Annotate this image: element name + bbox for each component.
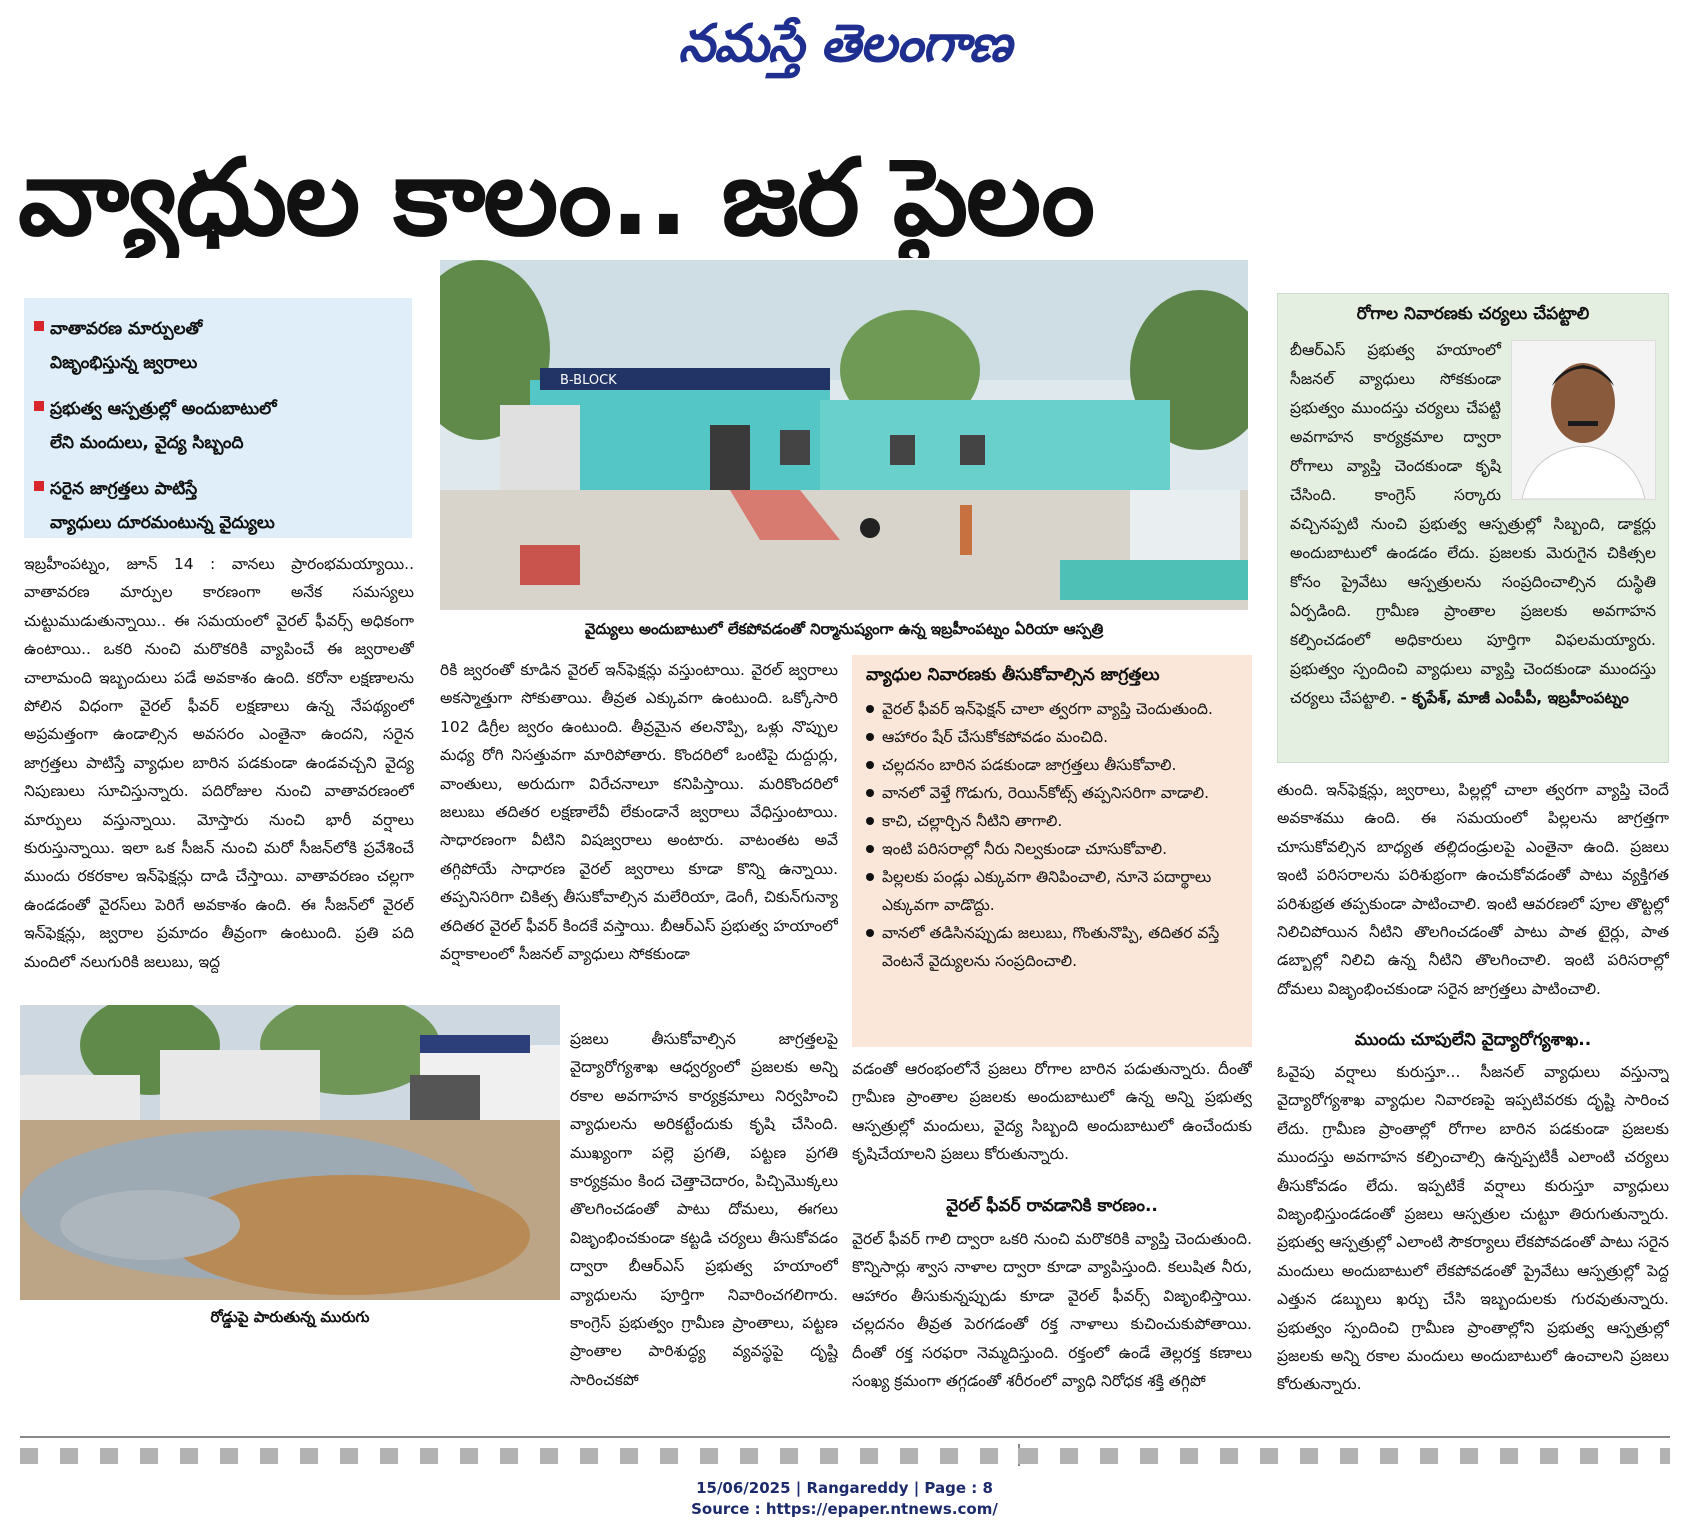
precaution-text: వానలో తడిసినప్పుడు జలుబు, గొంతునొప్పి, తదితర వస్తే వెంటనే వైద్యులను సంప్రదించాలి. bbox=[882, 924, 1220, 970]
highlight-line: లేని మందులు, వైద్య సిబ్బంది bbox=[50, 433, 244, 453]
building-sign: B-BLOCK bbox=[560, 373, 617, 388]
precaution-text: వానలో వెళ్తే గొడుగు, రెయిన్‌కోట్స్ తప్పనిసరిగా వాడాలి. bbox=[882, 784, 1210, 802]
highlight-item bbox=[34, 392, 402, 460]
highlight-line: వ్యాధులు దూరమంటున్న వైద్యులు bbox=[50, 513, 275, 533]
red-square-icon bbox=[34, 321, 44, 331]
bullet-dot-icon bbox=[866, 761, 874, 769]
precaution-item bbox=[866, 863, 1238, 919]
highlight-line: సరైన జాగ్రత్తలు పాటిస్తే bbox=[50, 479, 198, 499]
footer-date-line: 15/06/2025 | Rangareddy | Page : 8 bbox=[696, 1479, 993, 1497]
masthead-logo: నమస్తే తెలంగాణ bbox=[678, 14, 1011, 74]
article-text: వడంతో ఆరంభంలోనే ప్రజలు రోగాల బారిన పడుతున్నారు. దీంతో గ్రామీణ ప్రాంతాల ప్రజలకు అందుబాటులో ఉన్న అన్ని ప్రభుత్వ ఆస్పత్రుల్లో మందులు, వైద్య సిబ్బంది అందుబాటులో ఉంచేందుకు కృషిచేయాలని ప్రజలు కోరుతున్నారు. bbox=[852, 1060, 1252, 1164]
bottom-divider bbox=[20, 1436, 1670, 1438]
highlight-line: వాతావరణ మార్పులతో bbox=[50, 319, 203, 339]
highlight-line: ప్రభుత్వ ఆస్పత్రుల్లో అందుబాటులో bbox=[50, 399, 277, 419]
article-column-1 bbox=[24, 550, 414, 998]
quote-box bbox=[1277, 293, 1669, 763]
bullet-dot-icon bbox=[866, 873, 874, 881]
precaution-item bbox=[866, 779, 1238, 807]
precaution-item bbox=[866, 919, 1238, 975]
bullet-dot-icon bbox=[866, 929, 874, 937]
bullet-dot-icon bbox=[866, 733, 874, 741]
quote-text: బీఆర్‌ఎస్ ప్రభుత్వ హయాంలో సీజనల్ వ్యాధులు సోకకుండా ప్రభుత్వం ముందస్తు చర్యలు చేపట్టి అవగాహన కార్యక్రమాల ద్వారా రోగాలు వ్యాప్తి చెందకుండా కృషి చేసింది. కాంగ్రెస్ సర్కారు వచ్చినప్పటి నుంచి ప్రభుత్వ ఆస్పత్రుల్లో సిబ్బంది, డాక్టర్లు అందుబాటులో ఉండడం లేదు. ప్రజలకు మెరుగైన చికిత్సల కోసం ప్రైవేటు ఆస్పత్రులను సంప్రదించాల్సిన దుస్థితి ఏర్పడింది. గ్రామీణ ప్రాంతాల ప్రజలకు అవగాహన కల్పించడంలో అధికారులు పూర్తిగా విఫలమయ్యారు. ప్రభుత్వం స్పందించి వ్యాధులు వ్యాప్తి చెందకుండా ముందస్తు చర్యలు చేపట్టాలి. bbox=[1290, 341, 1656, 707]
bullet-dot-icon bbox=[866, 817, 874, 825]
article-column-4a bbox=[1277, 776, 1669, 1026]
article-text: ఇబ్రహీంపట్నం, జూన్ 14 : వానలు ప్రారంభమయ్యాయి.. వాతావరణ మార్పుల కారణంగా అనేక సమస్యలు చుట్టుముడుతున్నాయి.. ఈ సమయంలో వైరల్ ఫీవర్స్ అధికంగా ఉంటాయి.. ఒకరి నుంచి మరొకరికి వ్యాపించే ఈ జ్వరాలతో చాలామంది ఇబ్బందులు పడే అవకాశం ఉంది. కరోనా లక్షణాలను పోలిన విధంగా వైరల్ ఫీవర్ లక్షణాలు ఉన్న నేపథ్యంలో అప్రమత్తంగా ఉండాల్సిన అవసరం ఎంతైనా ఉందని, సరైన జాగ్రత్తలు పాటిస్తే వ్యాధుల బారిన పడకుండా ఉండవచ్చని వైద్య నిపుణులు సూచిస్తున్నారు. పదిరోజుల నుంచి వాతావరణంలో మార్పులు వస్తున్నాయి. మోస్తారు నుంచి భారీ వర్షాలు కురుస్తున్నాయి. ఇలా ఒక సీజన్ నుంచి మరో సీజన్‌లోకి ప్రవేశించే ముందు రకరకాల ఇన్‌ఫెక్షన్లు దాడి చేస్తాయి. వాతావరణం చల్లగా ఉండడంతో వైరస్‌లు పెరిగే అవకాశం ఉంది. ఈ సీజన్‌లో వైరల్ ఇన్‌ఫెక్షన్లు, జ్వరాల ప్రమాదం తీవ్రంగా ఉంటుంది. ప్రతి పది మందిలో నలుగురికి జలుబు, ఇద్ద bbox=[24, 555, 414, 971]
footer-source-link[interactable]: Source : https://epaper.ntnews.com/ bbox=[691, 1500, 998, 1518]
precaution-item bbox=[866, 807, 1238, 835]
highlight-item bbox=[34, 312, 402, 380]
quote-author: - కృపేశ్, మాజీ ఎంపీపీ, ఇబ్రహీంపట్నం bbox=[1400, 689, 1629, 707]
article-text: ఓవైపు వర్షాలు కురుస్తూ... సీజనల్ వ్యాధులు వస్తున్నా వైద్యారోగ్యశాఖ వ్యాధుల నివారణపై ఇప్పటివరకు దృష్టి సారించ లేదు. గ్రామీణ ప్రాంతాల్లో రోగాల బారిన పడకుండా ప్రజలకు ముందస్తు అవగాహన కల్పించాల్సి ఉన్నప్పటికీ ఎలాంటి చర్యలు తీసుకోవడం లేదు. ఇప్పటికే వర్షాలు కురుస్తూ వ్యాధులు విజృంభిస్తుండడంతో ప్రజలు ఆస్పత్రుల చుట్టూ తిరుగుతున్నారు. ప్రభుత్వ ఆస్పత్రుల్లో ఎలాంటి సౌకర్యాలు లేకపోవడంతో పాటు సరైన మందులు అందుబాటులో లేకపోవడంతో ప్రైవేటు ఆస్పత్రుల్లో పెద్ద ఎత్తున డబ్బులు ఖర్చు చేసి ఇబ్బందులకు గురవుతున్నారు. ప్రభుత్వం స్పందించి గ్రామీణ ప్రాంతాల్లోని ప్రభుత్వ ఆస్పత్రుల్లో ప్రజలకు అన్ని రకాల మందులు అందుబాటులో ఉంచాలని ప్రజలు కోరుతున్నారు. bbox=[1277, 1063, 1669, 1394]
precaution-text: ఆహారం షేర్ చేసుకోకపోవడం మంచిది. bbox=[882, 728, 1109, 746]
precaution-text: పిల్లలకు పండ్లు ఎక్కువగా తినిపించాలి, నూనె పదార్థాలు ఎక్కువగా వాడొద్దు. bbox=[882, 868, 1212, 914]
article-column-2b bbox=[570, 1025, 838, 1425]
subheading-viral-fever: వైరల్ ఫీవర్ రావడానికి కారణం.. bbox=[946, 1196, 1158, 1216]
precautions-title: వ్యాధుల నివారణకు తీసుకోవాల్సిన జాగ్రత్తలు bbox=[866, 665, 1160, 685]
headline: వ్యాధుల కాలం.. జర పైలం bbox=[18, 138, 1093, 258]
precaution-text: వైరల్ ఫీవర్ ఇన్‌ఫెక్షన్ చాలా త్వరగా వ్యాప్తి చెందుతుంది. bbox=[882, 700, 1213, 718]
article-column-3b bbox=[852, 1225, 1252, 1425]
precaution-text: ఇంటి పరిసరాల్లో నీరు నిల్వకుండా చూసుకోవాలి. bbox=[882, 840, 1168, 858]
bullet-dot-icon bbox=[866, 789, 874, 797]
hospital-photo bbox=[440, 260, 1248, 610]
precaution-item bbox=[866, 835, 1238, 863]
precautions-box bbox=[852, 655, 1252, 1047]
road-photo bbox=[20, 1005, 560, 1300]
quote-title: రోగాల నివారణకు చర్యలు చేపట్టాలి bbox=[1356, 304, 1590, 324]
bullet-dot-icon bbox=[866, 845, 874, 853]
highlight-line: విజృంభిస్తున్న జ్వరాలు bbox=[50, 353, 198, 373]
precaution-item bbox=[866, 751, 1238, 779]
article-text: ప్రజలు తీసుకోవాల్సిన జాగ్రత్తలపై వైద్యారోగ్యశాఖ ఆధ్వర్యంలో ప్రజలకు అన్ని రకాల అవగాహన కార్యక్రమాలు నిర్వహించి వ్యాధులను అరికట్టేందుకు కృషి చేసింది. ముఖ్యంగా పల్లె ప్రగతి, పట్టణ ప్రగతి కార్యక్రమం కింద చెత్తాచెదారం, పిచ్చిమొక్కలు తొలగించడంతో పాటు దోమలు, ఈగలు విజృంభించకుండా కట్టడి చర్యలు తీసుకోవడం ద్వారా బీఆర్‌ఎస్ ప్రభుత్వ హయాంలో వ్యాధులను పూర్తిగా నివారించగలిగారు. కాంగ్రెస్ ప్రభుత్వం గ్రామీణ ప్రాంతాలు, పట్టణ ప్రాంతాల పారిశుద్ధ్య వ్యవస్థపై దృష్టి సారించకపో bbox=[570, 1030, 838, 1389]
bullet-dot-icon bbox=[866, 705, 874, 713]
highlight-item bbox=[34, 472, 402, 540]
highlights-box bbox=[24, 298, 412, 538]
hospital-photo-caption: వైద్యులు అందుబాటులో లేకపోవడంతో నిర్మానుష్యంగా ఉన్న ఇబ్రహీంపట్నం ఏరియా ఆస్పత్రి bbox=[584, 620, 1104, 638]
subheading-health-dept: ముందు చూపులేని వైద్యారోగ్యశాఖ.. bbox=[1354, 1030, 1592, 1050]
precaution-item bbox=[866, 695, 1238, 723]
precaution-text: కాచి, చల్లార్చిన నీటిని తాగాలి. bbox=[882, 812, 1063, 830]
article-column-4b bbox=[1277, 1058, 1669, 1428]
precaution-text: చల్లదనం బారిన పడకుండా జాగ్రత్తలు తీసుకోవాలి. bbox=[882, 756, 1177, 774]
article-text: రికి జ్వరంతో కూడిన వైరల్ ఇన్‌ఫెక్షన్లు వస్తుంటాయి. వైరల్ జ్వరాలు అకస్మాత్తుగా సోకుతాయి. తీవ్రత ఎక్కువగా ఉంటుంది. ఒక్కోసారి 102 డిగ్రీల జ్వరం ఉంటుంది. తీవ్రమైన తలనొప్పి, ఒళ్లు నొప్పుల మధ్య రోగి నిసత్తువగా మారిపోతారు. కొందరిలో ఒంటిపై దుద్దుర్లు, వాంతులు, అరుదుగా విరేచనాలూ కనిపిస్తాయి. మరికొందరిలో జలుబు తదితర లక్షణాలేవీ లేకుండానే జ్వరాలు వేధిస్తుంటాయి. సాధారణంగా వీటిని విషజ్వరాలు అంటారు. వాటంతట అవే తగ్గిపోయే సాధారణ వైరల్ జ్వరాలు కూడా కొన్ని ఉన్నాయి. తప్పనిసరిగా చికిత్స తీసుకోవాల్సిన మలేరియా, డెంగీ, చికున్‌గున్యా తదితర వైరల్ ఫీవర్ కిందకే వస్తాయి. బీఆర్‌ఎస్ ప్రభుత్వ హయాంలో వర్షాకాలంలో సీజనల్ వ్యాధులు సోకకుండా bbox=[440, 661, 838, 964]
article-column-2a bbox=[440, 656, 838, 1018]
red-square-icon bbox=[34, 401, 44, 411]
road-photo-caption: రోడ్డుపై పారుతున్న మురుగు bbox=[210, 1308, 370, 1326]
article-text: తుంది. ఇన్‌ఫెక్షన్లు, జ్వరాలు, పిల్లల్లో చాలా త్వరగా వ్యాప్తి చెందే అవకాశము ఉంది. ఈ సమయంలో పిల్లలను జాగ్రత్తగా చూసుకోవల్సిన బాధ్యత తల్లిదండ్రులపై ఎంతైనా ఉంది. ప్రజలు ఇంటి పరిసరాలను పరిశుభ్రంగా ఉంచుకోవడంతో పాటు వ్యక్తిగత పరిశుభ్రత తప్పకుండా పాటించాలి. ఇంటి ఆవరణలో పూల తొట్టల్లో నిలిచిపోయిన నీటిని తొలగించడంతో పాటు పాత టైర్లు, పాత డబ్బాల్లో నిలిచి ఉన్న నీటిని తొలగించాలి. ఇంటి పరిసరాల్లో దోమలు విజృంభించకుండా సరైన జాగ్రత్తలు పాటించాలి. bbox=[1277, 781, 1669, 998]
article-text: వైరల్ ఫీవర్ గాలి ద్వారా ఒకరి నుంచి మరొకరికి వ్యాప్తి చెందుతుంది. కొన్నిసార్లు శ్వాస నాళాల ద్వారా కూడా వ్యాపిస్తుంది. కలుషిత నీరు, ఆహారం తీసుకున్నప్పుడు కూడా వైరల్ ఫీవర్స్ విజృంభిస్తాయి. చల్లదనం తీవ్రత పెరగడంతో రక్త నాళాలు కుచించుకుపోతాయి. దీంతో రక్త సరఫరా నెమ్మదిస్తుంది. రక్తంలో ఉండే తెల్లరక్త కణాలు సంఖ్య క్రమంగా తగ్గడంతో శరీరంలో వ్యాధి నిరోధక శక్తి తగ్గిపో bbox=[852, 1230, 1252, 1391]
article-column-3a bbox=[852, 1055, 1252, 1195]
precaution-item bbox=[866, 723, 1238, 751]
quote-body bbox=[1290, 336, 1656, 713]
portrait-photo bbox=[1511, 340, 1656, 500]
next-article-strip bbox=[20, 1448, 1670, 1464]
red-square-icon bbox=[34, 481, 44, 491]
